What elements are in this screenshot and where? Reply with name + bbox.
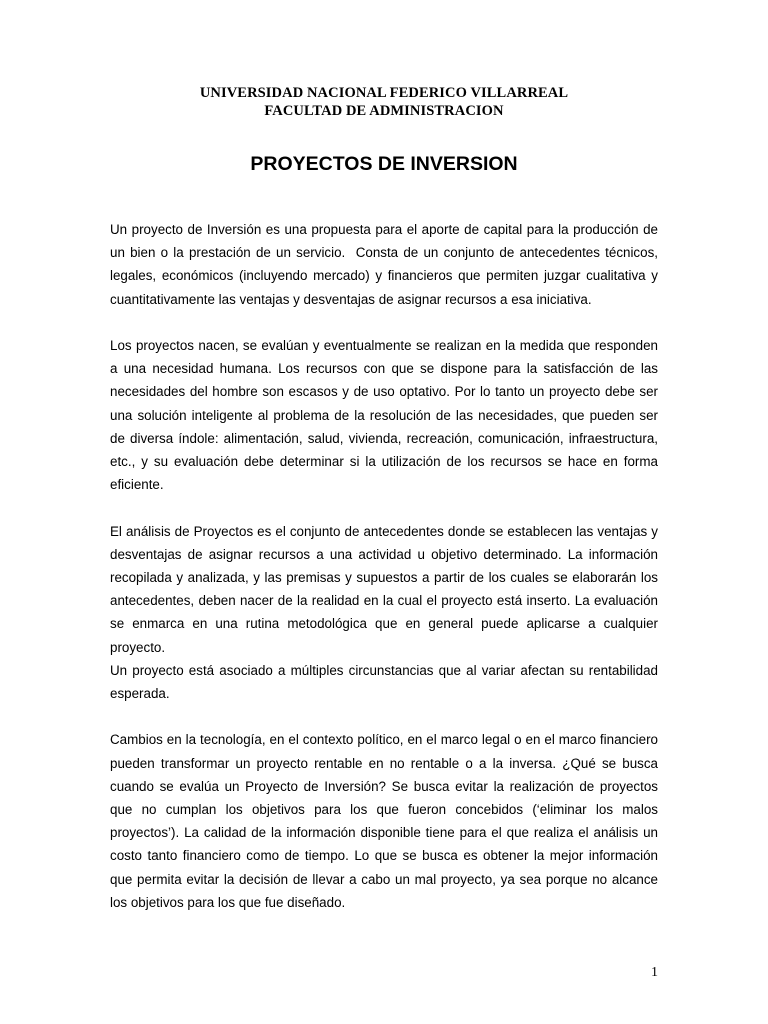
document-title: PROYECTOS DE INVERSION	[250, 153, 518, 175]
document-body	[110, 218, 662, 914]
page-number: 1	[651, 965, 658, 980]
paragraph-origin: Los proyectos nacen, se evalúan y eventualmente se realizan en la medida que responden a una necesidad humana. Los recursos con que se dispone para la satisfacción de las necesidades del hombre son escasos y de uso optativo. Por lo tanto un proyecto debe ser una solución inteligente al problema de la resolución de las necesidades, que pueden ser de diversa índole: alimentación, salud, vivienda, recreación, comunicación, infraestructura, etc., y su evaluación debe determinar si la utilización de los recursos se hace en forma eficiente.	[110, 338, 662, 493]
faculty-name: FACULTAD DE ADMINISTRACION	[264, 103, 504, 119]
paragraph-analysis: El análisis de Proyectos es el conjunto de antecedentes donde se establecen las ventajas y desventajas de asignar recursos a una actividad u objetivo determinado. La información recopilada y analizada, y las premisas y supuestos a partir de los cuales se elaborarán los antecedentes, deben nacer de la realidad en la cual el proyecto está inserto. La evaluación se enmarca en una rutina metodológica que en general puede aplicarse a cualquier proyecto.	[110, 523, 662, 655]
paragraph-intro: Un proyecto de Inversión es una propuesta para el aporte de capital para la producción de un bien o la prestación de un servicio. Consta de un conjunto de antecedentes técnicos, legales, económicos (incluyendo mercado) y financieros que permiten juzgar cualitativa y cuantitativamente las ventajas y desventajas de asignar recursos a esa iniciativa.	[110, 222, 662, 307]
university-name: UNIVERSIDAD NACIONAL FEDERICO VILLARREAL	[199, 85, 569, 101]
paragraph-changes: Cambios en la tecnología, en el contexto político, en el marco legal o en el marco financiero pueden transformar un proyecto rentable en no rentable o a la inversa. ¿Qué se busca cuando se evalúa un Proyecto de Inversión? Se busca evitar la realización de proyectos que no cumplan los objetivos para los que fueron concebidos (‘eliminar los malos proyectos’). La calidad de la información disponible tiene para el que realiza el análisis un costo tanto financiero como de tiempo. Lo que se busca es obtener la mejor información que permita evitar la decisión de llevar a cabo un mal proyecto, ya sea porque no alcance los objetivos para los que fue diseñado.	[110, 732, 662, 910]
paragraph-circumstances: Un proyecto está asociado a múltiples circunstancias que al variar afectan su rentabilidad esperada.	[110, 662, 662, 702]
document-header	[0, 84, 768, 120]
